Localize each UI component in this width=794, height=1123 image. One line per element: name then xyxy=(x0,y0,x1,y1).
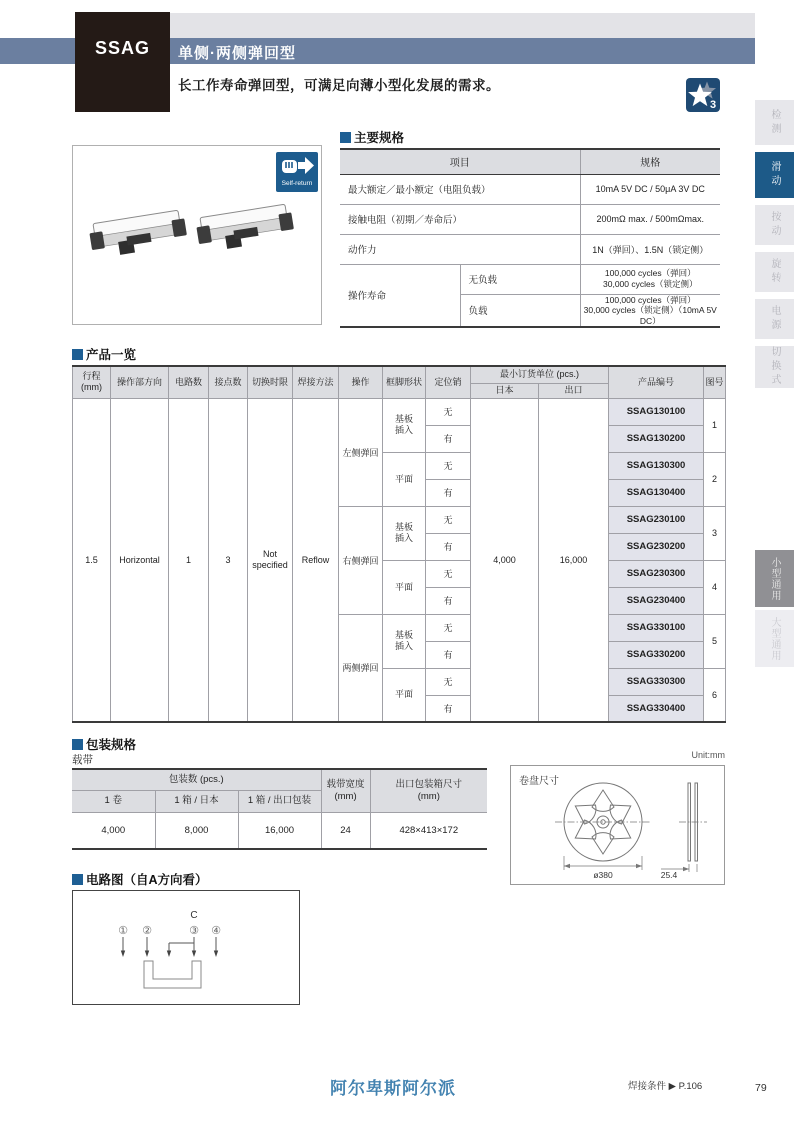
svg-text:3: 3 xyxy=(709,99,717,111)
part-number-cell: SSAG130300 xyxy=(609,452,704,479)
col-fig: 图号 xyxy=(704,366,726,398)
svg-text:④: ④ xyxy=(211,924,221,937)
pin-value: 有 xyxy=(426,533,471,560)
col-stroke: 行程 (mm) xyxy=(73,366,111,398)
svg-text:Self-return: Self-return xyxy=(281,180,313,187)
reel-dimensions-panel xyxy=(510,765,725,885)
product-photo xyxy=(72,145,322,325)
reel-title: 卷盘尺寸 xyxy=(519,776,559,787)
packaging-subtitle: 载带 xyxy=(72,754,93,766)
sidebar-tab-small-general[interactable]: 小型通用 xyxy=(755,550,794,607)
solder-value: Reflow xyxy=(293,398,339,722)
fig-number: 2 xyxy=(704,452,726,506)
page-number: 79 xyxy=(755,1082,767,1094)
circuit-section-title: 电路图（自A方向看） xyxy=(72,870,208,888)
unit-note: Unit:mm xyxy=(691,750,725,760)
part-number-cell: SSAG230100 xyxy=(609,506,704,533)
star-rating-icon xyxy=(686,78,720,117)
box-size-value: 428×413×172 xyxy=(370,812,487,849)
fig-number: 6 xyxy=(704,668,726,722)
pin-value: 无 xyxy=(426,398,471,425)
col-reel: 1 卷 xyxy=(72,790,155,812)
operation-value: 左侧弹回 xyxy=(339,398,383,506)
header-gray-band xyxy=(170,13,755,38)
part-number-cell: SSAG130400 xyxy=(609,479,704,506)
part-number-cell: SSAG130200 xyxy=(609,425,704,452)
col-box-japan: 1 箱 / 日本 xyxy=(155,790,238,812)
moq-export-value: 16,000 xyxy=(539,398,609,722)
spec-item: 最大额定／最小额定（电阻负载） xyxy=(340,174,580,204)
tape-width-value: 24 xyxy=(321,812,370,849)
svg-text:25.4: 25.4 xyxy=(660,870,678,880)
section-bullet-icon xyxy=(72,349,83,360)
spec-col-item: 项目 xyxy=(340,149,580,174)
fig-number: 5 xyxy=(704,614,726,668)
model-name: SSAG xyxy=(94,38,150,58)
circuit-panel xyxy=(72,890,300,1005)
arrow-right-icon: ▶ xyxy=(668,1081,676,1092)
col-frame: 框脚形状 xyxy=(383,366,426,398)
fig-number: 4 xyxy=(704,560,726,614)
fig-number: 3 xyxy=(704,506,726,560)
pin-value: 无 xyxy=(426,452,471,479)
part-number-cell: SSAG330200 xyxy=(609,641,704,668)
table-row xyxy=(72,812,487,849)
frame-value: 基板插入 xyxy=(383,506,426,560)
col-box-export: 1 箱 / 出口包装 xyxy=(238,790,321,812)
part-number-cell: SSAG330400 xyxy=(609,695,704,722)
packaging-table xyxy=(72,768,487,850)
section-bullet-icon xyxy=(72,874,83,885)
spec-value: 100,000 cycles（弹回） 30,000 cycles（锁定侧）（10mA 5V DC） xyxy=(580,294,720,327)
col-operation: 操作 xyxy=(339,366,383,398)
frame-value: 平面 xyxy=(383,560,426,614)
svg-text:C: C xyxy=(190,910,198,921)
operation-value: 两侧弹回 xyxy=(339,614,383,722)
sidebar-tab-power[interactable]: 电源 xyxy=(755,299,794,339)
box-export-qty: 16,000 xyxy=(238,812,321,849)
spec-col-value: 规格 xyxy=(580,149,720,174)
products-section-title: 产品一览 xyxy=(72,345,136,363)
svg-text:③: ③ xyxy=(189,924,199,937)
col-direction: 操作部方向 xyxy=(111,366,169,398)
col-tape-width: 载带宽度 (mm) xyxy=(321,769,370,812)
spec-subitem: 负载 xyxy=(460,294,580,327)
soldering-conditions-link[interactable]: 焊接条件 ▶ P.106 xyxy=(628,1081,703,1092)
self-return-icon xyxy=(276,152,318,197)
stroke-value: 1.5 xyxy=(73,398,111,722)
svg-text:②: ② xyxy=(142,924,152,937)
operation-value: 右侧弹回 xyxy=(339,506,383,614)
pin-value: 无 xyxy=(426,614,471,641)
col-circuits: 电路数 xyxy=(169,366,209,398)
col-moq: 最小订货单位 (pcs.) xyxy=(471,366,609,383)
part-number-cell: SSAG330300 xyxy=(609,668,704,695)
col-contacts: 接点数 xyxy=(209,366,248,398)
pin-value: 有 xyxy=(426,641,471,668)
col-solder: 焊接方法 xyxy=(293,366,339,398)
page-subtitle: 长工作寿命弹回型，可满足向薄小型化发展的需求。 xyxy=(178,78,500,93)
spec-item: 接触电阻（初期／寿命后） xyxy=(340,204,580,234)
svg-text:①: ① xyxy=(118,924,128,937)
col-moq-japan: 日本 xyxy=(471,383,539,398)
timing-value: Not specified xyxy=(248,398,293,722)
pin-value: 有 xyxy=(426,425,471,452)
product-list-table xyxy=(72,365,726,723)
pin-value: 无 xyxy=(426,668,471,695)
sidebar-tab-rotary[interactable]: 旋转 xyxy=(755,252,794,292)
specs-section-title: 主要规格 xyxy=(340,128,404,146)
frame-value: 平面 xyxy=(383,452,426,506)
part-number-cell: SSAG330100 xyxy=(609,614,704,641)
col-timing: 切换时限 xyxy=(248,366,293,398)
circuit-diagram xyxy=(73,891,298,1003)
spec-value: 10mA 5V DC / 50μA 3V DC xyxy=(580,174,720,204)
col-moq-export: 出口 xyxy=(539,383,609,398)
page-title: 单侧·两侧弹回型 xyxy=(178,45,296,62)
packaging-section-title: 包装规格 xyxy=(72,735,136,753)
pin-value: 有 xyxy=(426,479,471,506)
sidebar-tab-toggle[interactable]: 切换式 xyxy=(755,346,794,388)
sidebar-tab-push[interactable]: 按动 xyxy=(755,205,794,245)
col-pin: 定位销 xyxy=(426,366,471,398)
pin-value: 无 xyxy=(426,560,471,587)
contacts-value: 3 xyxy=(209,398,248,722)
moq-japan-value: 4,000 xyxy=(471,398,539,722)
model-box xyxy=(75,12,170,112)
sidebar-tab-detect[interactable]: 检测 xyxy=(755,100,794,145)
section-bullet-icon xyxy=(72,739,83,750)
col-package-qty: 包装数 (pcs.) xyxy=(72,769,321,790)
col-part: 产品编号 xyxy=(609,366,704,398)
frame-value: 平面 xyxy=(383,668,426,722)
spec-subitem: 无负载 xyxy=(460,264,580,294)
part-number-cell: SSAG230300 xyxy=(609,560,704,587)
section-bullet-icon xyxy=(340,132,351,143)
part-number-cell: SSAG130100 xyxy=(609,398,704,425)
sidebar-tab-large-general[interactable]: 大型通用 xyxy=(755,610,794,667)
pin-value: 有 xyxy=(426,695,471,722)
frame-value: 基板插入 xyxy=(383,614,426,668)
fig-number: 1 xyxy=(704,398,726,452)
spec-value: 100,000 cycles（弹回） 30,000 cycles（锁定侧） xyxy=(580,264,720,294)
spec-item: 动作力 xyxy=(340,234,580,264)
frame-value: 基板插入 xyxy=(383,398,426,452)
main-specs-table xyxy=(340,148,720,328)
col-box-size: 出口包装箱尺寸 (mm) xyxy=(370,769,487,812)
sidebar-tab-slide[interactable]: 滑动 xyxy=(755,152,794,198)
box-japan-qty: 8,000 xyxy=(155,812,238,849)
spec-value: 200mΩ max. / 500mΩmax. xyxy=(580,204,720,234)
reel-qty: 4,000 xyxy=(72,812,155,849)
part-number-cell: SSAG230400 xyxy=(609,587,704,614)
table-row xyxy=(73,398,726,425)
spec-item-life: 操作寿命 xyxy=(340,264,460,327)
circuits-value: 1 xyxy=(169,398,209,722)
direction-value: Horizontal xyxy=(111,398,169,722)
brand-logo: 阿尔卑斯阿尔派 xyxy=(330,1079,456,1098)
pin-value: 有 xyxy=(426,587,471,614)
svg-text:ø380: ø380 xyxy=(593,870,613,880)
spec-value: 1N（弹回）、1.5N（锁定侧） xyxy=(580,234,720,264)
part-number-cell: SSAG230200 xyxy=(609,533,704,560)
pin-value: 无 xyxy=(426,506,471,533)
